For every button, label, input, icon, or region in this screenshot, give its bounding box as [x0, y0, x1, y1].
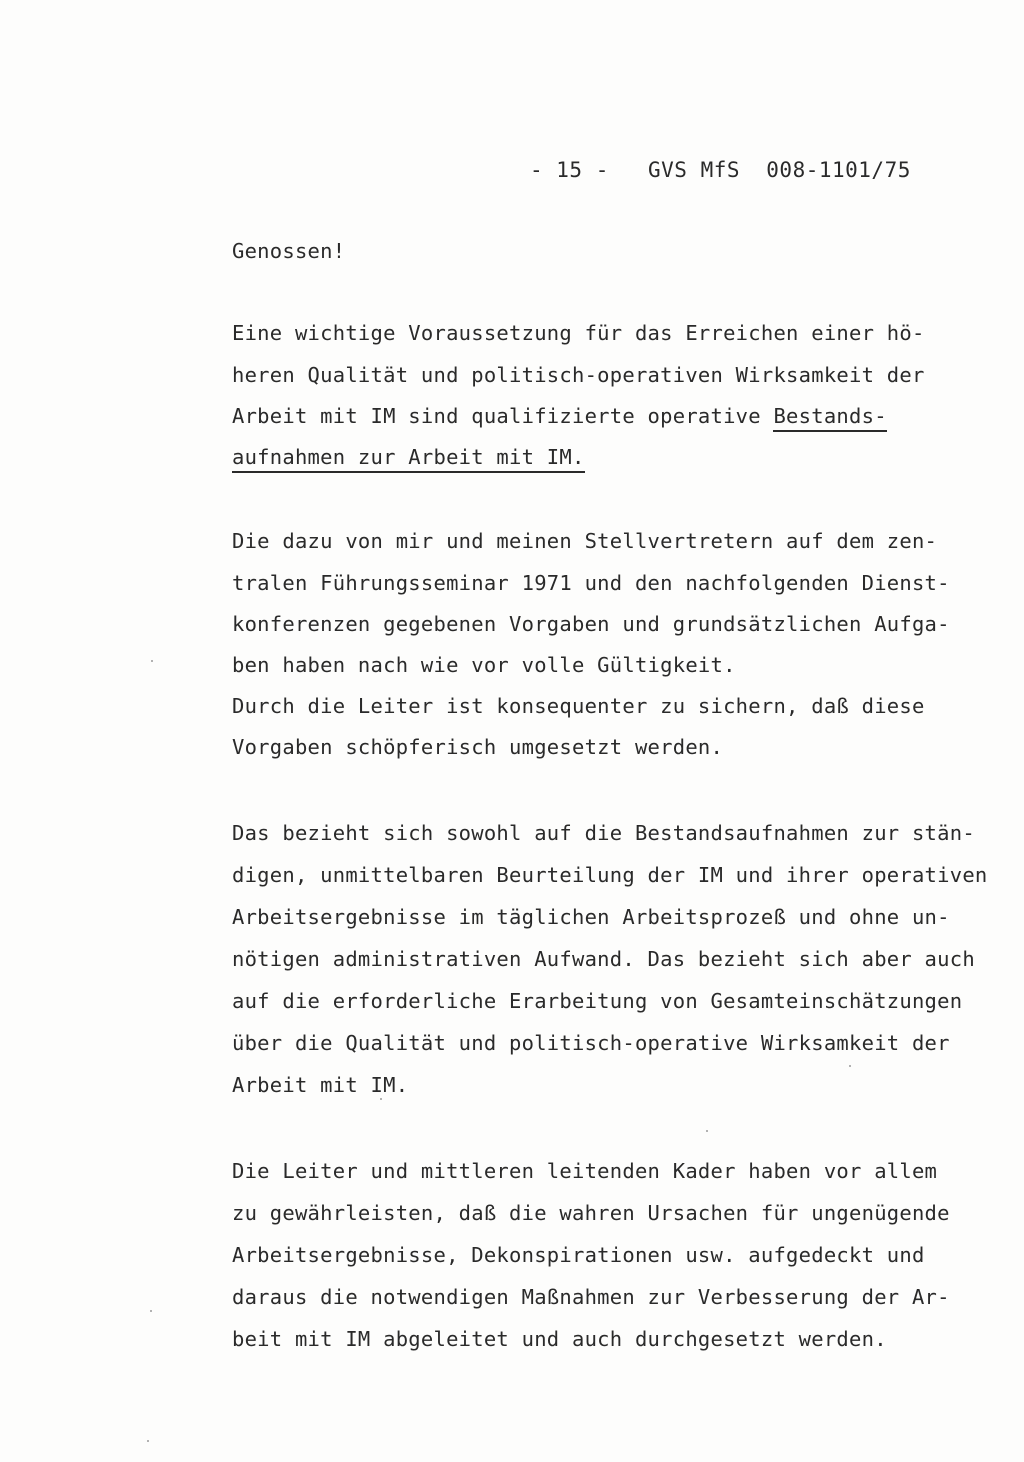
paragraph-1-line-2: heren Qualität und politisch-operativen Wirksamkeit der: [232, 363, 925, 387]
paragraph-3-line-1: Das bezieht sich sowohl auf die Bestandsaufnahmen zur stän-: [232, 821, 975, 845]
paragraph-4-line-4: daraus die notwendigen Maßnahmen zur Verbesserung der Ar-: [232, 1285, 950, 1309]
underlined-emphasis-end: aufnahmen zur Arbeit mit IM.: [232, 445, 585, 473]
scan-speck: [380, 1098, 382, 1100]
scan-speck: [849, 1065, 851, 1067]
paragraph-2-line-5: Durch die Leiter ist konsequenter zu sichern, daß diese: [232, 694, 925, 718]
page-header: [0, 158, 1024, 190]
paragraph-1-line-4: [232, 444, 585, 470]
document-reference: GVS MfS 008-1101/75: [648, 158, 911, 182]
paragraph-4-line-3: Arbeitsergebnisse, Dekonspirationen usw. aufgedeckt und: [232, 1243, 925, 1267]
paragraph-4-line-1: Die Leiter und mittleren leitenden Kader haben vor allem: [232, 1159, 938, 1183]
scan-speck: [150, 1310, 152, 1312]
scan-speck: [151, 660, 153, 662]
paragraph-3-line-6: über die Qualität und politisch-operative Wirksamkeit der: [232, 1031, 950, 1055]
underlined-emphasis-start: Bestands-: [773, 404, 886, 432]
paragraph-1-line-3: [232, 403, 887, 429]
paragraph-3-line-7: Arbeit mit IM.: [232, 1073, 409, 1097]
paragraph-3-line-3: Arbeitsergebnisse im täglichen Arbeitsprozeß und ohne un-: [232, 905, 950, 929]
paragraph-3-line-4: nötigen administrativen Aufwand. Das bezieht sich aber auch: [232, 947, 975, 971]
paragraph-2-line-3: konferenzen gegebenen Vorgaben und grundsätzlichen Aufga-: [232, 612, 950, 636]
paragraph-3-line-2: digen, unmittelbaren Beurteilung der IM und ihrer operativen: [232, 863, 988, 887]
paragraph-2-line-1: Die dazu von mir und meinen Stellvertretern auf dem zen-: [232, 529, 938, 553]
paragraph-4-line-5: beit mit IM abgeleitet und auch durchgesetzt werden.: [232, 1327, 887, 1351]
paragraph-2-line-4: ben haben nach wie vor volle Gültigkeit.: [232, 653, 736, 677]
paragraph-4-line-2: zu gewährleisten, daß die wahren Ursachen für ungenügende: [232, 1201, 950, 1225]
page-number: - 15 -: [530, 158, 609, 182]
scan-speck: [706, 1130, 708, 1132]
paragraph-1-line-1: Eine wichtige Voraussetzung für das Erreichen einer hö-: [232, 321, 925, 345]
salutation: Genossen!: [232, 239, 346, 263]
paragraph-1-line-3-text: Arbeit mit IM sind qualifizierte operative: [232, 404, 774, 428]
paragraph-2-line-6: Vorgaben schöpferisch umgesetzt werden.: [232, 735, 724, 759]
paragraph-3-line-5: auf die erforderliche Erarbeitung von Gesamteinschätzungen: [232, 989, 963, 1013]
paragraph-2-line-2: tralen Führungsseminar 1971 und den nachfolgenden Dienst-: [232, 571, 950, 595]
scan-speck: [147, 1440, 149, 1442]
